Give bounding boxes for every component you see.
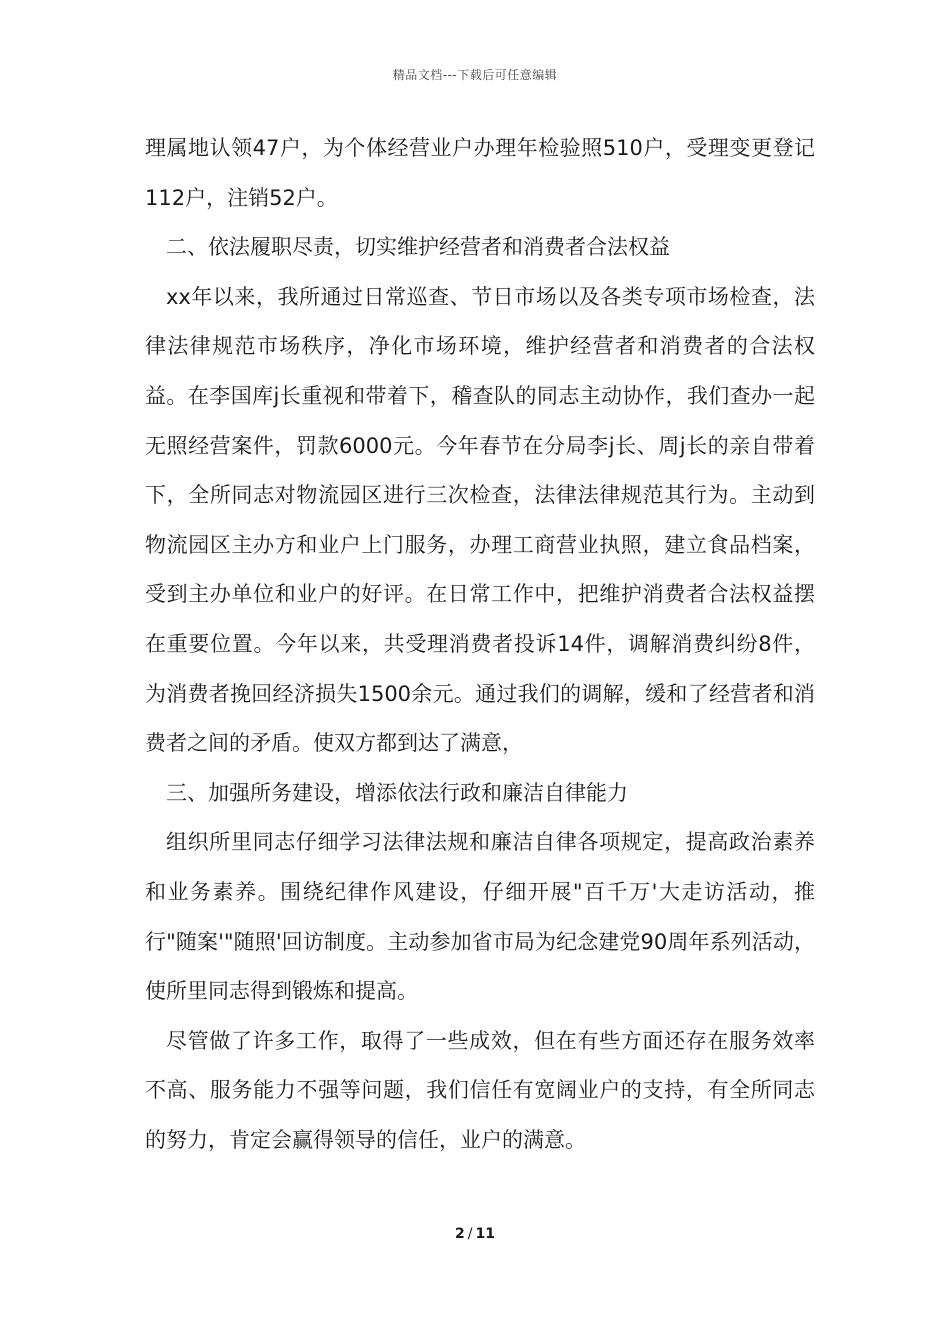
section-heading-3: 三、加强所务建设，增添依法行政和廉洁自律能力 — [166, 780, 628, 805]
page-number — [0, 1226, 950, 1242]
section-heading-2: 二、依法履职尽责，切实维护经营者和消费者合法权益 — [166, 235, 670, 260]
total-pages-number: 11 — [475, 1226, 495, 1242]
document-body — [145, 124, 815, 1165]
current-page-number: 2 — [455, 1226, 465, 1242]
paragraph-4: 尽管做了许多工作，取得了一些成效，但在有些方面还存在服务效率不高、服务能力不强等问题，我们信任有宽阔业户的支持，有全所同志的努力，肯定会赢得领导的信任，业户的满意。 — [145, 1028, 815, 1152]
paragraph-2: xx年以来，我所通过日常巡查、节日市场以及各类专项市场检查，法律法律规范市场秩序，净化市场环境，维护经营者和消费者的合法权益。在李国库j长重视和带着下，稽查队的同志主动协作，我们查办一起无照经营案件，罚款6000元。今年春节在分局李j长、周j长的亲自带着下，全所同志对物流园区进行三次检查，法律法律规范其行为。主动到物流园区主办方和业户上门服务，办理工商营业执照，建立食品档案，受到主办单位和业户的好评。在日常工作中，把维护消费者合法权益摆在重要位置。今年以来，共受理消费者投诉14件，调解消费纠纷8件，为消费者挽回经济损失1500余元。通过我们的调解，缓和了经营者和消费者之间的矛盾。使双方都到达了满意， — [145, 284, 815, 756]
page-number-separator: / — [467, 1226, 473, 1242]
paragraph-1: 理属地认领47户，为个体经营业户办理年检验照510户，受理变更登记112户，注销52户。 — [145, 136, 815, 210]
page-header: 精品文档---下载后可任意编辑 — [392, 68, 558, 82]
paragraph-3: 组织所里同志仔细学习法律法规和廉洁自律各项规定，提高政治素养和业务素养。围绕纪律作风建设，仔细开展"百千万'大走访活动，推行"随案'"随照'回访制度。主动参加省市局为纪念建党90周年系列活动，使所里同志得到锻炼和提高。 — [145, 830, 815, 1004]
